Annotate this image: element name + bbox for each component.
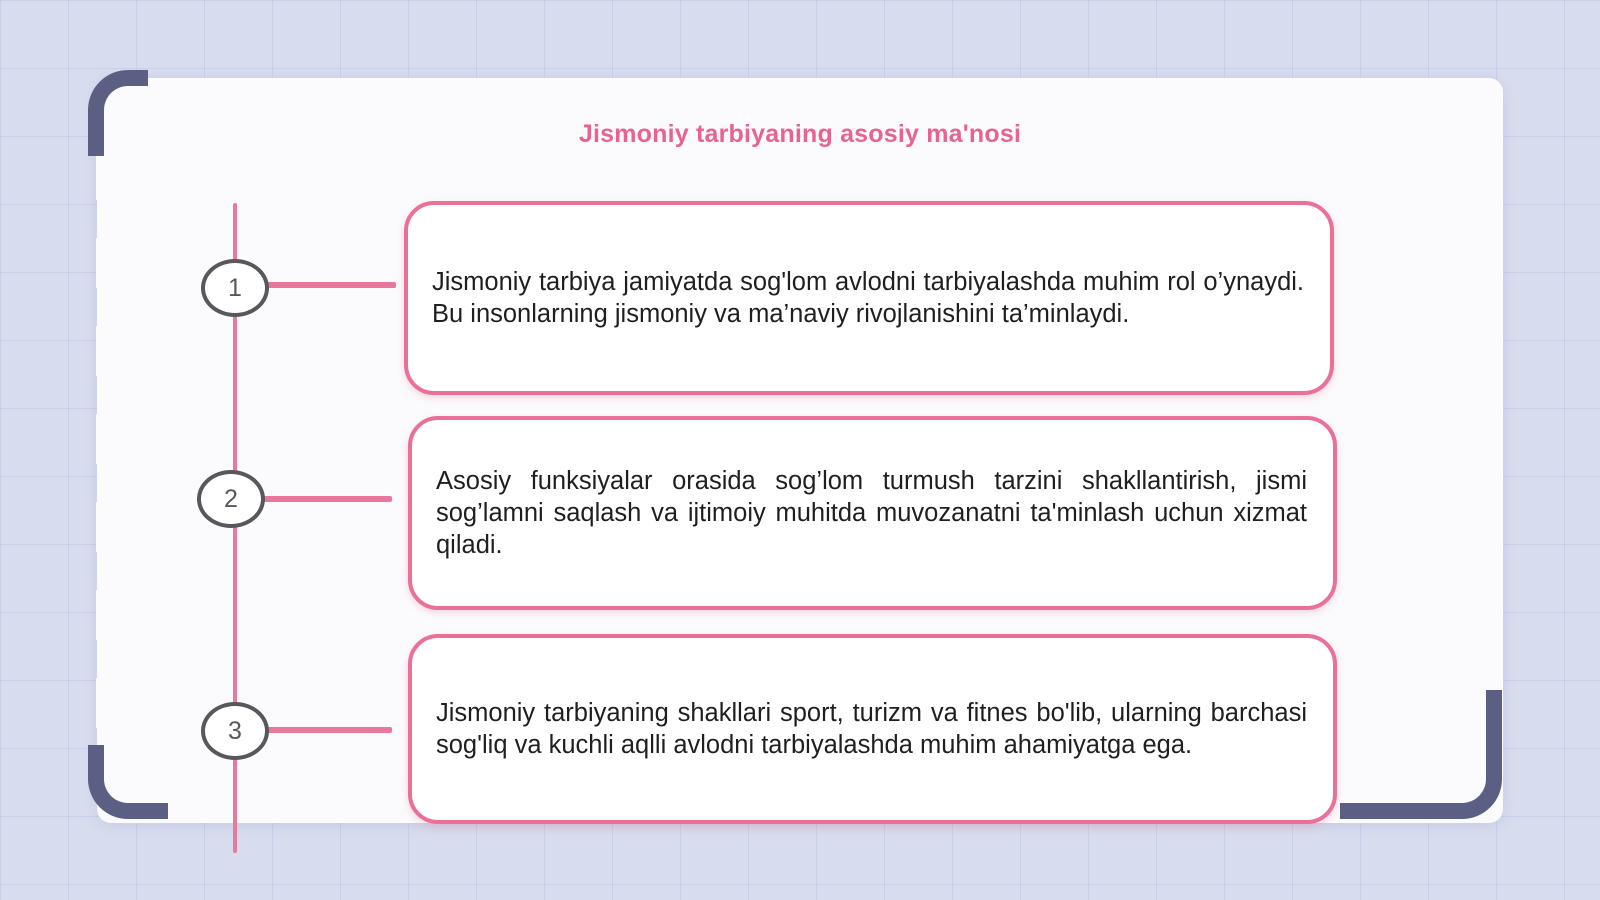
info-card <box>408 634 1337 824</box>
card-text: Jismoniy tarbiya jamiyatda sog'lom avlodni tarbiyalashda muhim rol o’ynaydi. Bu insonlarning jismoniy va ma’naviy rivojlanishini ta’minlaydi. <box>432 268 1304 328</box>
connector-line <box>258 496 392 502</box>
connector-line <box>262 282 396 288</box>
info-card <box>404 201 1334 395</box>
frame-corner-bottom-right <box>1340 690 1502 819</box>
slide-title: Jismoniy tarbiyaning asosiy ma'nosi <box>578 120 1022 148</box>
card-text: Jismoniy tarbiyaning shakllari sport, turizm va fitnes bo'lib, ularning barchasi sog'liq va kuchli aqlli avlodni tarbiyalashda muhim ahamiyatga ega. <box>436 699 1307 759</box>
step-number-circle: 1 <box>201 259 269 317</box>
frame-corner-bottom-left <box>88 745 168 819</box>
step-number-circle: 3 <box>201 702 269 760</box>
card-text: Asosiy funksiyalar orasida sog’lom turmush tarzini shakllantirish, jismi sog’lamni saqlash va ijtimoiy muhitda muvozanatni ta'minlash uchun xizmat qiladi. <box>436 467 1307 559</box>
step-number-circle: 2 <box>197 470 265 528</box>
connector-line <box>262 727 392 733</box>
info-card <box>408 416 1337 610</box>
